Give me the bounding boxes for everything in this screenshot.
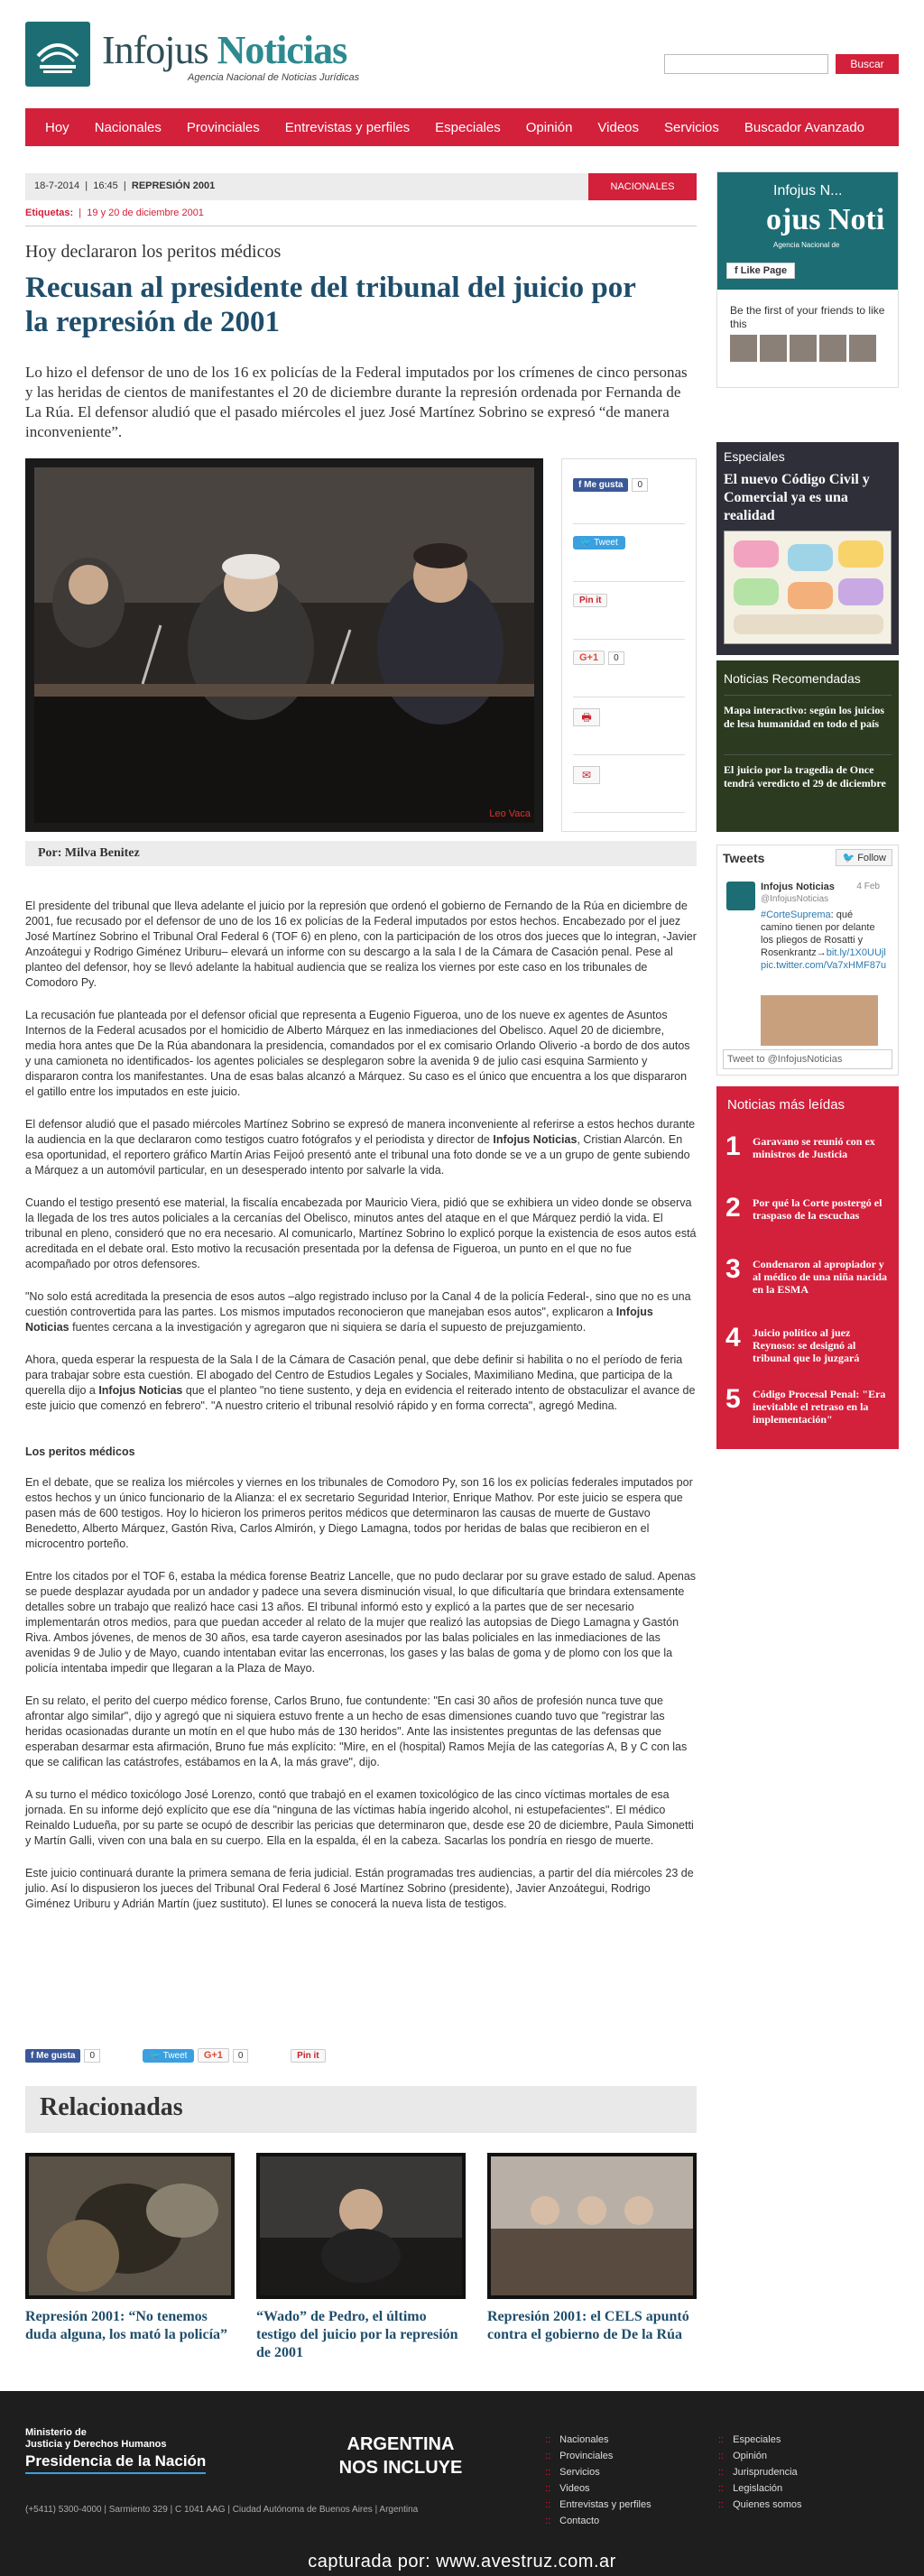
- divider: [724, 695, 892, 696]
- section-heading: Los peritos médicos: [25, 1445, 135, 1458]
- article-body: [25, 899, 697, 1929]
- share-row-twitter: [573, 535, 685, 582]
- paragraph: Cuando el testigo presentó ese material, la fiscalía encabezada por Mauricio Viera, pidió que se exhibiera un video donde se observa la llegada de los tres autos policiales a la cercanías del Obelisco, minutos antes del ataque en el que Márquez perdió la vida. El tribunal en pleno, consideró que no era necesario. Al comunicarlo, Martínez Sobrino lo explicó porque la existencia de esos autos está acreditada en el debate oral. Esto motivo la recusación presentada por la defensa de Figueroa, un punto en el que no fue acompañado por otros defensores.: [25, 1196, 697, 1270]
- twitter-icon: 🐦: [149, 2051, 162, 2061]
- main-nav: [25, 108, 899, 146]
- article-author: Por: Milva Benitez: [25, 841, 697, 866]
- tweet-handle: @InfojusNoticias: [761, 894, 829, 904]
- mas-leida-item[interactable]: 3 Condenaron al apropiador y al médico de una niña nacida en la ESMA: [725, 1254, 888, 1296]
- photo-credit: Leo Vaca: [489, 808, 531, 819]
- tweet-date[interactable]: 4 Feb: [856, 882, 880, 891]
- article-meta-bar: [25, 173, 697, 200]
- nav-item-entrevistas[interactable]: Entrevistas y perfiles: [284, 119, 411, 135]
- article-lead: Lo hizo el defensor de uno de los 16 ex policías de la Federal imputados por los crímenes de cinco personas y las heridas de cientos de manifestantes el 20 de diciembre durante la represión ordenada por Fernanda de La Rúa. El defensor aludió que el pasado miércoles el juez José Martínez Sobrino se expresó “de manera inconveniente”.: [25, 364, 688, 440]
- tweet-text: #CorteSuprema: qué camino tienen por delante los pliegos de Rosatti y Rosenkrantz→bit.ly/1X0UUjl pic.twitter.com/Va7xHMF87u: [761, 909, 887, 971]
- tribunal-photo-image: [491, 2156, 693, 2295]
- divider: [724, 754, 892, 755]
- facebook-icon: f: [735, 265, 738, 276]
- footer-link[interactable]: :: Entrevistas y perfiles: [545, 2499, 651, 2516]
- mas-leidas-box: [716, 1086, 899, 1449]
- tweet-link[interactable]: bit.ly/1X0UUjl pic.twitter.com/Va7xHMF87u: [761, 947, 887, 971]
- facebook-like-page-button[interactable]: f Like Page: [726, 263, 795, 279]
- bottom-share-bar: [25, 2048, 697, 2070]
- pinterest-button[interactable]: Pin it: [291, 2049, 325, 2063]
- mas-leida-item[interactable]: 2 Por qué la Corte postergó el traspaso de la escuchas: [725, 1193, 882, 1223]
- paragraph: "No solo está acreditada la presencia de esos autos –algo registrado incluso por la Canal 4 de la policía Federal-, sino que no es una cuestión controvertida para las partes. Los mismos imputados reconocieron que manejaban esos autos", explicaron a Infojus Noticias fuentes cercana a la investigación y agregaron que ni siquiera se daría el supuesto de prejuzgamiento.: [25, 1290, 691, 1334]
- facebook-icon: f: [578, 480, 582, 490]
- paragraph: La recusación fue planteada por el defensor oficial que representa a Eugenio Figueroa, uno de los nueve ex agentes de Asuntos Internos de la Federal acusados por el homicidio de Alberto Márquez en las inmediaciones del Obelisco. Aquel 20 de diciembre, media hora antes que De la Rúa abandonara la presidencia, comandados por el ex comisario Orlando Oliverio -a bordo de dos autos y una camioneta no identificados- los agentes policiales se desplegaron sobre la avenida 9 de julio casi esquina Sarmiento y dispararon contra los manifestantes. Una de esas balas alcanzó a Márquez. Su caso es el único que encuentra a los que dispararon el gatillo entre los imputados en este juicio.: [25, 1009, 690, 1098]
- mas-leidas-heading: Noticias más leídas: [727, 1097, 845, 1113]
- google-plus-count: 0: [233, 2049, 249, 2063]
- mas-leida-item[interactable]: 1 Garavano se reunió con ex ministros de Justicia: [725, 1131, 875, 1161]
- related-item[interactable]: [25, 2153, 235, 2344]
- facebook-faces: [730, 335, 892, 364]
- footer-link[interactable]: :: Jurisprudencia: [718, 2467, 802, 2483]
- paragraph: Este juicio continuará durante la primera semana de feria judicial. Están programadas tres audiencias, a partir del día miércoles 23 de julio. Así lo dispusieron los jueces del Tribunal Oral Federal 6 José Martínez Sobrino (presidente), Javier Anzoátegui, Rodrigo Giménez Uriburu y Adrián Martín (juez sustituto). El lunes se conocerá la nueva lista de testigos.: [25, 1867, 694, 1910]
- related-image: [487, 2153, 697, 2299]
- share-row-google: [573, 651, 685, 697]
- related-title: “Wado” de Pedro, el último testigo del juicio por la represión de 2001: [256, 2309, 458, 2360]
- nav-item-servicios[interactable]: Servicios: [664, 119, 719, 135]
- facebook-page-widget: [716, 171, 899, 388]
- paragraph: En el debate, que se realiza los miércoles y viernes en los tribunales de Comodoro Py, son 16 los ex policías federales imputados por estos hechos y un único funcionario de la Alianza: el ex secretario Seguridad Interior, Enrique Mathov. Por este juicio se espera que pasen más de 600 testigos. Hoy lo hicieron los primeros peritos médicos que determinaron las causas de muerte de Gustavo Benedetto, Alberto Márquez, Gastón Riva, Carlos Almirón, y Diego Lamagna, todos por heridas de balas que recibieron en el microcentro porteño.: [25, 1476, 693, 1550]
- nav-item-opinion[interactable]: Opinión: [525, 119, 573, 135]
- code-illustration-image: [725, 531, 891, 643]
- tweet-hashtag[interactable]: #CorteSuprema: [761, 909, 831, 920]
- share-row-facebook: [573, 477, 685, 524]
- ministerio-logo[interactable]: Ministerio de Justicia y Derechos Humanos: [25, 2427, 167, 2450]
- footer-link[interactable]: :: Legislación: [718, 2483, 802, 2499]
- paragraph: El presidente del tribunal que lleva adelante el juicio por la represión que ordenó el gobierno de Fernando de la Rúa en diciembre de 2001, fue recusado por el defensor de uno de los 16 ex policías de la Federal imputados por estos hechos. Encabezado por el juez José Martínez Sobrino el Tribunal Oral Federal 6 (TOF 6) en pleno, con la participación de los otros dos jueces que lo integran, -Javier Anzoátegui y Rodrigo Giménez Uriburu– elevará un informe con su descargo a la sala I de la Cámara de Casación penal. Pese al planteo del defensor, hoy se llevó adelante la habitual audiencia que se realiza los viernes por este caso en los tribunales de Comodoro Py.: [25, 900, 697, 989]
- paragraph: El defensor aludió que el pasado miércoles Martínez Sobrino se expresó de manera inconveniente al referirse a estos hechos durante la audiencia en la que declararon como testigos cuatro fotógrafos y el periodista y director de Infojus Noticias, Cristian Alarcón. En esa oportunidad, el reportero gráfico Martín Arias Feijoó presentó ante el tribunal una foto donde se ve a un grupo de gente subiendo a Márquez a un automóvil particular, en un desesperado intento por salvarle la vida.: [25, 1118, 696, 1177]
- facebook-like-button[interactable]: f Me gusta: [25, 2049, 80, 2063]
- footer-links-col1: [545, 2434, 651, 2532]
- share-row-pinterest: [573, 593, 685, 640]
- facebook-page-cover-text: ojus Noti: [766, 203, 885, 236]
- nav-item-especiales[interactable]: Especiales: [435, 119, 501, 135]
- tweet-button[interactable]: 🐦 Tweet: [573, 536, 625, 549]
- paragraph: Entre los citados por el TOF 6, estaba la médica forense Beatriz Lancelle, que no pudo declarar por su grave estado de salud. Apenas se puede desplazar ayudada por un andador y padece una severa disminución visual, lo que dificultaría que brindara extensamente detalles sobre un trabajo que realizó hace casi 13 años. El tribunal informó esto y explicó a la partes que de ser necesario implementarán otros medios, para que puedan acceder al relato de la mujer que realizó las autopsias de Diego Lamagna y Gastón Riva. Ambos jóvenes, de menos de 30 años, esa tarde cayeron asesinados por las balas policiales en las inmediaciones de las avenidas 9 de Julio y de Mayo, cuando intentaban evitar las encerronas, los gases y las balas de goma y de plomo con los que la policía intentaba impedir que llegaran a la Plaza de Mayo.: [25, 1570, 697, 1675]
- argentina-logo: ARGENTINA NOS INCLUYE: [338, 2434, 463, 2478]
- twitter-widget: [716, 845, 899, 1076]
- article-kicker: Hoy declararon los peritos médicos: [25, 242, 282, 262]
- nav-item-buscador[interactable]: Buscador Avanzado: [744, 119, 865, 135]
- tweet-to-input[interactable]: Tweet to @InfojusNoticias: [723, 1049, 892, 1069]
- footer-link[interactable]: :: Quienes somos: [718, 2499, 802, 2516]
- footer-link[interactable]: :: Servicios: [545, 2467, 651, 2483]
- facebook-page-name: Infojus N...: [773, 183, 843, 199]
- google-plus-button[interactable]: G+1: [573, 651, 605, 665]
- footer-link[interactable]: :: Contacto: [545, 2516, 651, 2532]
- avatar[interactable]: [819, 335, 846, 362]
- facebook-like-button[interactable]: f Me gusta: [573, 478, 628, 492]
- facebook-page-cover-sub: Agencia Nacional de: [773, 241, 840, 249]
- tweet-author[interactable]: Infojus Noticias: [761, 882, 835, 892]
- logo-wordmark: Infojus Noticias: [102, 28, 347, 72]
- facebook-friends-text: Be the first of your friends to like this: [730, 304, 885, 330]
- avatar[interactable]: [849, 335, 876, 362]
- logo-book-icon: [32, 29, 83, 79]
- presidencia-logo[interactable]: Presidencia de la Nación: [25, 2452, 206, 2474]
- article-photo: [25, 458, 543, 832]
- paragraph: En su relato, el perito del cuerpo médico forense, Carlos Bruno, fue contundente: "En casi 30 años de profesión nunca tuve que afrontar algo similar", dijo y agregó que ni siquiera estuvo frente a un hecho de esas dimensiones cuando tuvo que "registrar las heridas ocasionadas durante un motín en el que hubo más de 130 heridos". Ante las insistentes preguntas de las defensas que esperaban desarmar esta afirmación, Bruno fue más explícito: "Mire, en el (hospital) Ramos Mejía de las categorías A, B y C con las que se califican las catástrofes, estábamos en la A, la más grave", dijo.: [25, 1694, 688, 1768]
- print-icon[interactable]: 🖶: [573, 708, 600, 726]
- avatar[interactable]: [730, 335, 757, 362]
- facebook-count: 0: [84, 2049, 100, 2063]
- footer-link[interactable]: :: Especiales: [718, 2434, 802, 2451]
- paragraph: A su turno el médico toxicólogo José Lorenzo, contó que trabajó en el examen toxicológico de las cinco víctimas mortales de esa jornada. En su informe dejó explícito que ese día "ninguna de las víctimas había ingerido alcohol, ni estupefacientes". El médico Reinaldo Ludueña, por su parte se ocupó de describir las pericias que determinaron que, desde ese 20 de diciembre, Paula Simonetti y Martín Galli, viven con una bala en su cuerpo. Ella en la espalda, él en la cabeza. Sacarlas los pondría en riesgo de muerte.: [25, 1788, 694, 1847]
- tweet-button[interactable]: 🐦 Tweet: [143, 2049, 195, 2063]
- related-image: [25, 2153, 235, 2299]
- google-plus-count: 0: [608, 651, 624, 665]
- related-item[interactable]: [487, 2153, 697, 2344]
- facebook-page-header[interactable]: [717, 172, 898, 290]
- footer-links-col2: [718, 2434, 802, 2516]
- nav-item-provinciales[interactable]: Provinciales: [186, 119, 260, 135]
- site-footer: [0, 2391, 924, 2576]
- site-header: [0, 0, 924, 108]
- nav-item-nacionales[interactable]: Nacionales: [94, 119, 162, 135]
- twitter-icon: 🐦: [842, 853, 855, 863]
- search-input[interactable]: [664, 54, 828, 74]
- protest-photo-image: [29, 2156, 231, 2295]
- hearing-photo-image: [260, 2156, 462, 2295]
- especiales-title: El nuevo Código Civil y Comercial ya es una realidad: [724, 472, 870, 523]
- related-image: [256, 2153, 466, 2299]
- logo-emblem: [25, 22, 90, 87]
- avatar[interactable]: [760, 335, 787, 362]
- recomendada-item[interactable]: Mapa interactivo: según los juicios de lesa humanidad en todo el país: [724, 704, 884, 730]
- avatar[interactable]: [790, 335, 817, 362]
- footer-address: (+5411) 5300-4000 | Sarmiento 329 | C 1041 AAG | Ciudad Autónoma de Buenos Aires | Argentina: [25, 2505, 419, 2515]
- mas-leida-item[interactable]: 4 Juicio político al juez Reynoso: se designó al tribunal que lo juzgará: [725, 1323, 860, 1364]
- tag-link[interactable]: 19 y 20 de diciembre 2001: [87, 208, 204, 218]
- article-datetime: 18-7-2014 | 16:45 | REPRESIÓN 2001: [34, 180, 216, 191]
- related-title: Represión 2001: el CELS apuntó contra el gobierno de De la Rúa: [487, 2309, 689, 2342]
- facebook-icon: f: [31, 2051, 34, 2061]
- nav-item-hoy[interactable]: Hoy: [45, 119, 69, 135]
- article-title: Recusan al presidente del tribunal del juicio por la represión de 2001: [25, 272, 636, 338]
- recomendadas-box: [716, 660, 899, 832]
- email-icon[interactable]: ✉: [573, 766, 600, 784]
- search-button[interactable]: Buscar: [836, 54, 899, 74]
- related-item[interactable]: [256, 2153, 466, 2362]
- especiales-box[interactable]: [716, 442, 899, 655]
- related-title: Represión 2001: “No tenemos duda alguna, los mató la policía”: [25, 2309, 228, 2342]
- share-panel: [561, 458, 697, 832]
- tweet-image[interactable]: [761, 995, 878, 1046]
- mas-leida-item[interactable]: 5 Código Procesal Penal: "Era inevitable el retraso en la implementación": [725, 1384, 886, 1426]
- share-row-email: [573, 766, 685, 813]
- article-tags: Etiquetas: | 19 y 20 de diciembre 2001: [25, 208, 697, 226]
- share-row-print: [573, 708, 685, 755]
- recomendadas-heading: Noticias Recomendadas: [724, 671, 861, 686]
- avatar[interactable]: [726, 882, 755, 910]
- footer-link[interactable]: :: Opinión: [718, 2451, 802, 2467]
- related-heading: Relacionadas: [25, 2086, 697, 2133]
- especiales-heading: Especiales: [724, 449, 785, 464]
- especiales-image: [724, 531, 892, 644]
- recomendada-item[interactable]: El juicio por la tragedia de Once tendrá veredicto el 29 de diciembre: [724, 763, 886, 789]
- twitter-follow-button[interactable]: 🐦 Follow: [836, 849, 892, 866]
- facebook-count: 0: [632, 478, 648, 492]
- capture-watermark: capturada por: www.avestruz.com.ar: [308, 2552, 616, 2571]
- search-form: [664, 54, 899, 74]
- tweets-heading: Tweets: [723, 851, 765, 865]
- footer-link[interactable]: :: Videos: [545, 2483, 651, 2499]
- paragraph: Ahora, queda esperar la respuesta de la Sala I de la Cámara de Casación penal, que debe definir si habilita o no el período de feria para trabajar sobre esta cuestión. El abogado del Centro de Estudios Legales y Sociales, Maximiliano Medina, que participa de la querella dijo a Infojus Noticias que el planteo "no tiene sustento, y deja en evidencia el reiterado intento de obstaculizar el avance de este juicio que comenzó en febrero". "A nuestro criterio el tribunal resolvió rápido y en forma correcta", agregó Medina.: [25, 1353, 696, 1412]
- nav-item-videos[interactable]: Videos: [597, 119, 640, 135]
- footer-link[interactable]: :: Provinciales: [545, 2451, 651, 2467]
- logo-tagline: Agencia Nacional de Noticias Jurídicas: [188, 72, 360, 83]
- pinterest-button[interactable]: Pin it: [573, 594, 607, 607]
- footer-link[interactable]: :: Nacionales: [545, 2434, 651, 2451]
- courtroom-photo-image: [34, 467, 534, 823]
- section-badge[interactable]: NACIONALES: [588, 173, 697, 200]
- site-logo[interactable]: [25, 20, 368, 92]
- twitter-icon: 🐦: [580, 538, 592, 548]
- google-plus-button[interactable]: G+1: [198, 2048, 229, 2063]
